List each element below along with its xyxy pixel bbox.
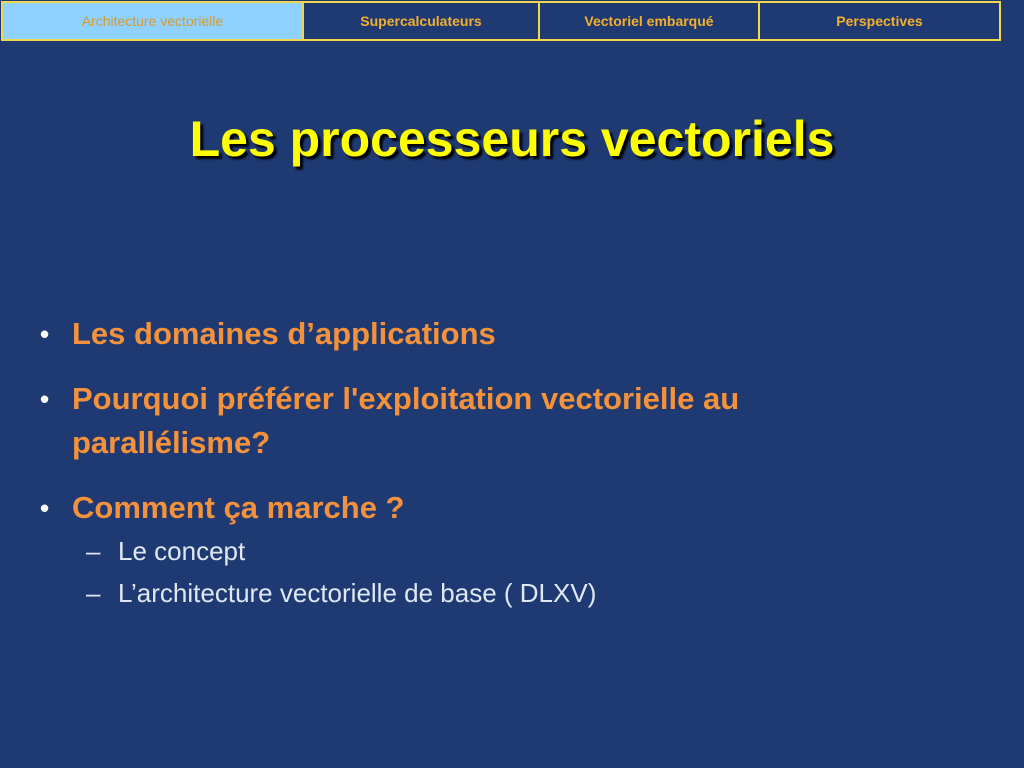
sub-bullet-marker: – <box>86 536 101 566</box>
sub-bullet-text: L’architecture vectorielle de base ( DLXV) <box>118 578 597 608</box>
tab-supercalculateurs[interactable] <box>304 3 540 39</box>
bullet-list <box>40 312 940 614</box>
bullet-item <box>40 377 940 465</box>
sub-bullet-text: Le concept <box>118 536 246 566</box>
tab-label: Vectoriel embarqué <box>584 13 714 29</box>
bullet-marker: • <box>40 493 50 523</box>
navigation-bar <box>1 1 1001 41</box>
sub-bullet-marker: – <box>86 578 101 608</box>
bullet-marker: • <box>40 384 50 414</box>
slide-title: Les processeurs vectoriels <box>189 111 835 167</box>
sub-bullet-item <box>86 530 940 572</box>
sub-bullet-item <box>86 572 940 614</box>
tab-architecture-vectorielle[interactable] <box>3 3 304 39</box>
bullet-text: Pourquoi préférer l'exploitation vectorielle au parallélisme? <box>72 381 740 460</box>
tab-perspectives[interactable] <box>760 3 999 39</box>
bullet-item <box>40 312 940 356</box>
tab-label: Perspectives <box>836 13 923 29</box>
bullet-text: Comment ça marche ? <box>72 490 405 525</box>
sub-bullet-list <box>40 530 940 614</box>
bullet-marker: • <box>40 319 50 349</box>
tab-label: Supercalculateurs <box>360 13 482 29</box>
bullet-text: Les domaines d’applications <box>72 316 496 351</box>
tab-vectoriel-embarque[interactable] <box>540 3 760 39</box>
tab-label: Architecture vectorielle <box>81 13 224 29</box>
sub-bullet-container <box>40 530 940 614</box>
bullet-item <box>40 486 940 530</box>
